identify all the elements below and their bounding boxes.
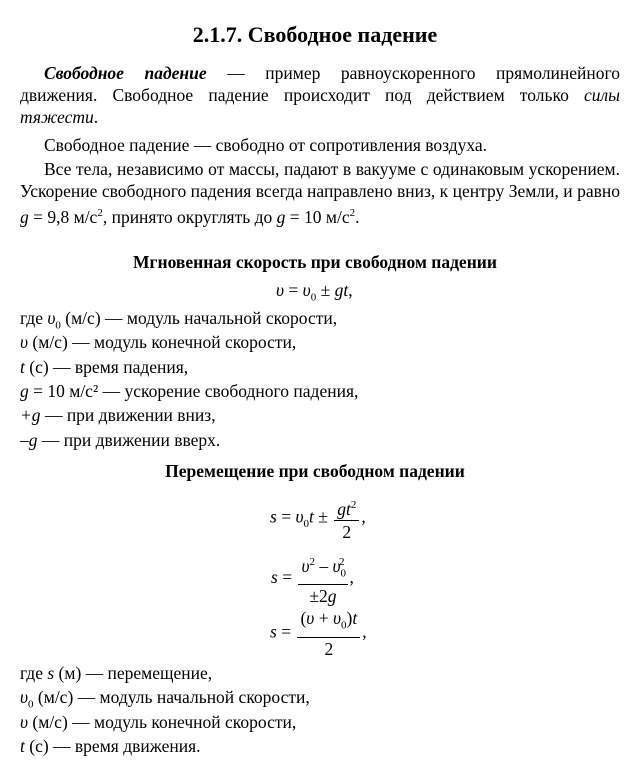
para3-v2: = 10 м/с — [285, 206, 350, 227]
definition-line — [20, 711, 296, 733]
definition-text: (м) — перемещение, — [54, 663, 213, 683]
definition-text: (м/с) — модуль начальной скорости, — [60, 308, 338, 328]
definition-symbol: +g — [20, 405, 41, 426]
definition-prefix: где — [20, 663, 48, 683]
displacement-formula-3: s = $\frac{(\upsilon + \upsilon_0)t}{2}$ , — [270, 608, 367, 659]
para3-end: . — [355, 206, 360, 227]
para3-mid: , принято округлять до — [102, 206, 277, 227]
definition-text: — при движении вниз, — [40, 405, 216, 426]
definition-line — [20, 735, 201, 757]
para3-text: Все тела, независимо от массы, падают в вакууме с одинаковым ускорением. Ускорение свободного падения всегда направлено вниз, к центру Земли, и равно — [20, 159, 620, 201]
section1-heading: Мгновенная скорость при свободном падении — [133, 252, 497, 272]
definition-line — [20, 662, 212, 684]
para3-g1: g — [20, 206, 29, 227]
para2-text: Свободное падение — свободно от сопротивления воздуха. — [44, 135, 488, 155]
definition-text: (м/с) — модуль конечной скорости, — [28, 711, 297, 732]
definition-line — [20, 380, 358, 402]
section2-heading: Перемещение при свободном падении — [165, 461, 465, 481]
para3-exp2: 2 — [349, 207, 356, 219]
paragraph-acceleration — [20, 158, 620, 228]
intro-term2: силы тяжести — [20, 85, 620, 127]
definition-subscript: 0 — [55, 319, 61, 332]
definition-symbol: t — [20, 356, 25, 377]
definition-symbol: υ — [20, 711, 29, 732]
velocity-formula: $\upsilon = \upsilon_0$ ± gt, — [276, 280, 353, 304]
para3-g2: g — [276, 206, 286, 227]
intro-text: — пример равноускоренного прямолинейного движения. Свободное падение происходит под действием только — [20, 63, 621, 105]
intro-end: . — [93, 107, 99, 127]
paragraph-air-resistance — [20, 134, 620, 156]
definition-symbol: g — [20, 380, 29, 401]
intro-term: Свободное падение — [44, 63, 207, 83]
displacement-formula-2: s = $\frac{\upsilon^2 - \upsilon_0^2}{\pm 2g}$ , — [271, 552, 354, 606]
definition-line — [20, 356, 188, 378]
definition-text: — при движении вверх. — [37, 429, 221, 450]
definition-text: (м/с) — модуль конечной скорости, — [28, 332, 297, 353]
definition-text: = 10 м/с² — ускорение свободного падения, — [28, 380, 359, 401]
definition-text: (с) — время движения. — [24, 735, 201, 756]
definition-symbol: υ — [20, 687, 29, 708]
definition-text: (с) — время падения, — [24, 356, 189, 377]
definition-text: (м/с) — модуль начальной скорости, — [33, 687, 310, 708]
definition-symbol: t — [20, 735, 25, 756]
definition-line — [20, 404, 216, 426]
page-title: 2.1.7. Свободное падение — [192, 22, 438, 47]
definition-prefix: где — [20, 308, 48, 328]
para3-exp1: 2 — [97, 207, 103, 219]
definition-line — [20, 429, 220, 451]
definition-subscript: 0 — [28, 698, 34, 711]
definition-symbol: υ — [47, 308, 56, 328]
definition-symbol: υ — [20, 332, 29, 353]
displacement-formula-1: $s = \upsilon_0t$ ± $\frac{gt^2}{2}$ , — [270, 495, 366, 542]
para3-v1: = 9,8 м/с — [28, 206, 98, 227]
definition-line — [20, 331, 296, 353]
definition-symbol: s — [47, 663, 55, 683]
intro-paragraph — [20, 62, 620, 128]
definition-symbol: –g — [20, 429, 38, 450]
